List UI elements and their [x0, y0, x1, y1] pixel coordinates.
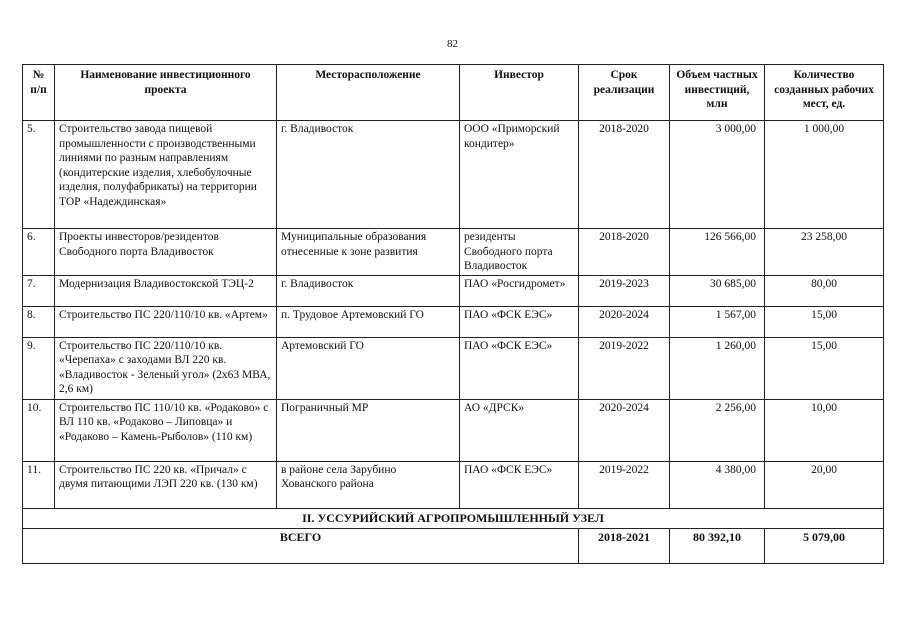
row-investor: ПАО «ФСК ЕЭС» — [460, 337, 579, 399]
row-investor: ПАО «Росгидромет» — [460, 275, 579, 306]
total-jobs: 5 079,00 — [765, 528, 884, 563]
row-investment: 3 000,00 — [670, 121, 765, 229]
row-period: 2019-2022 — [579, 337, 670, 399]
row-investment: 4 380,00 — [670, 461, 765, 508]
row-number: 9. — [23, 337, 55, 399]
table-header-row — [23, 65, 884, 121]
row-project-name: Проекты инвесторов/резидентов Свободного порта Владивосток — [55, 229, 277, 276]
row-investment: 2 256,00 — [670, 399, 765, 461]
header-location: Месторасположение — [277, 65, 460, 121]
section-title: II. УССУРИЙСКИЙ АГРОПРОМЫШЛЕННЫЙ УЗЕЛ — [23, 508, 884, 528]
table-row — [23, 229, 884, 276]
row-jobs: 1 000,00 — [765, 121, 884, 229]
row-period: 2020-2024 — [579, 306, 670, 337]
row-location: г. Владивосток — [277, 275, 460, 306]
total-period: 2018-2021 — [579, 528, 670, 563]
table-row — [23, 121, 884, 229]
row-number: 11. — [23, 461, 55, 508]
row-investor: ПАО «ФСК ЕЭС» — [460, 306, 579, 337]
section-header-row — [23, 508, 884, 528]
table-row — [23, 461, 884, 508]
table-row — [23, 275, 884, 306]
row-investment: 126 566,00 — [670, 229, 765, 276]
row-location: Артемовский ГО — [277, 337, 460, 399]
page-number: 82 — [447, 38, 458, 50]
row-investor: резиденты Свободного порта Владивосток — [460, 229, 579, 276]
table-row — [23, 337, 884, 399]
row-number: 6. — [23, 229, 55, 276]
header-investor: Инвестор — [460, 65, 579, 121]
row-location: в районе села Зарубино Хованского района — [277, 461, 460, 508]
row-investment: 1 567,00 — [670, 306, 765, 337]
row-number: 7. — [23, 275, 55, 306]
row-location: г. Владивосток — [277, 121, 460, 229]
row-number: 10. — [23, 399, 55, 461]
row-period: 2018-2020 — [579, 229, 670, 276]
header-period: Срок реализации — [579, 65, 670, 121]
row-project-name: Строительство ПС 220/110/10 кв. «Черепаха» с заходами ВЛ 220 кв. «Владивосток - Зеленый угол» (2х63 МВА, 2,6 км) — [55, 337, 277, 399]
row-project-name: Строительство ПС 220 кв. «Причал» с двумя питающими ЛЭП 220 кв. (130 км) — [55, 461, 277, 508]
row-jobs: 80,00 — [765, 275, 884, 306]
row-period: 2020-2024 — [579, 399, 670, 461]
row-project-name: Строительство ПС 220/110/10 кв. «Артем» — [55, 306, 277, 337]
total-investment: 80 392,10 — [670, 528, 765, 563]
header-jobs: Количество созданных рабочих мест, ед. — [765, 65, 884, 121]
total-row — [23, 528, 884, 563]
row-number: 5. — [23, 121, 55, 229]
row-jobs: 15,00 — [765, 306, 884, 337]
row-investment: 30 685,00 — [670, 275, 765, 306]
row-investor: ООО «Приморский кондитер» — [460, 121, 579, 229]
row-location: Муниципальные образования отнесенные к зоне развития — [277, 229, 460, 276]
row-jobs: 20,00 — [765, 461, 884, 508]
row-period: 2018-2020 — [579, 121, 670, 229]
row-project-name: Модернизация Владивостокской ТЭЦ-2 — [55, 275, 277, 306]
row-investment: 1 260,00 — [670, 337, 765, 399]
row-location: Пограничный МР — [277, 399, 460, 461]
row-number: 8. — [23, 306, 55, 337]
investment-projects-table — [22, 64, 884, 564]
table-row — [23, 306, 884, 337]
header-number: № п/п — [23, 65, 55, 121]
row-project-name: Строительство завода пищевой промышленности с производственными линиями по разным направлениям (кондитерские изделия, хлебобулочные изделия, полуфабрикаты) на территории ТОР «Надеждинская» — [55, 121, 277, 229]
total-label: ВСЕГО — [23, 528, 579, 563]
row-location: п. Трудовое Артемовский ГО — [277, 306, 460, 337]
row-period: 2019-2022 — [579, 461, 670, 508]
header-project-name: Наименование инвестиционного проекта — [55, 65, 277, 121]
row-investor: ПАО «ФСК ЕЭС» — [460, 461, 579, 508]
row-jobs: 15,00 — [765, 337, 884, 399]
table-row — [23, 399, 884, 461]
row-project-name: Строительство ПС 110/10 кв. «Родаково» с ВЛ 110 кв. «Родаково – Липовца» и «Родаково – Камень-Рыболов» (110 км) — [55, 399, 277, 461]
row-jobs: 23 258,00 — [765, 229, 884, 276]
header-investment: Объем частных инвестиций, млн — [670, 65, 765, 121]
row-period: 2019-2023 — [579, 275, 670, 306]
row-jobs: 10,00 — [765, 399, 884, 461]
row-investor: АО «ДРСК» — [460, 399, 579, 461]
